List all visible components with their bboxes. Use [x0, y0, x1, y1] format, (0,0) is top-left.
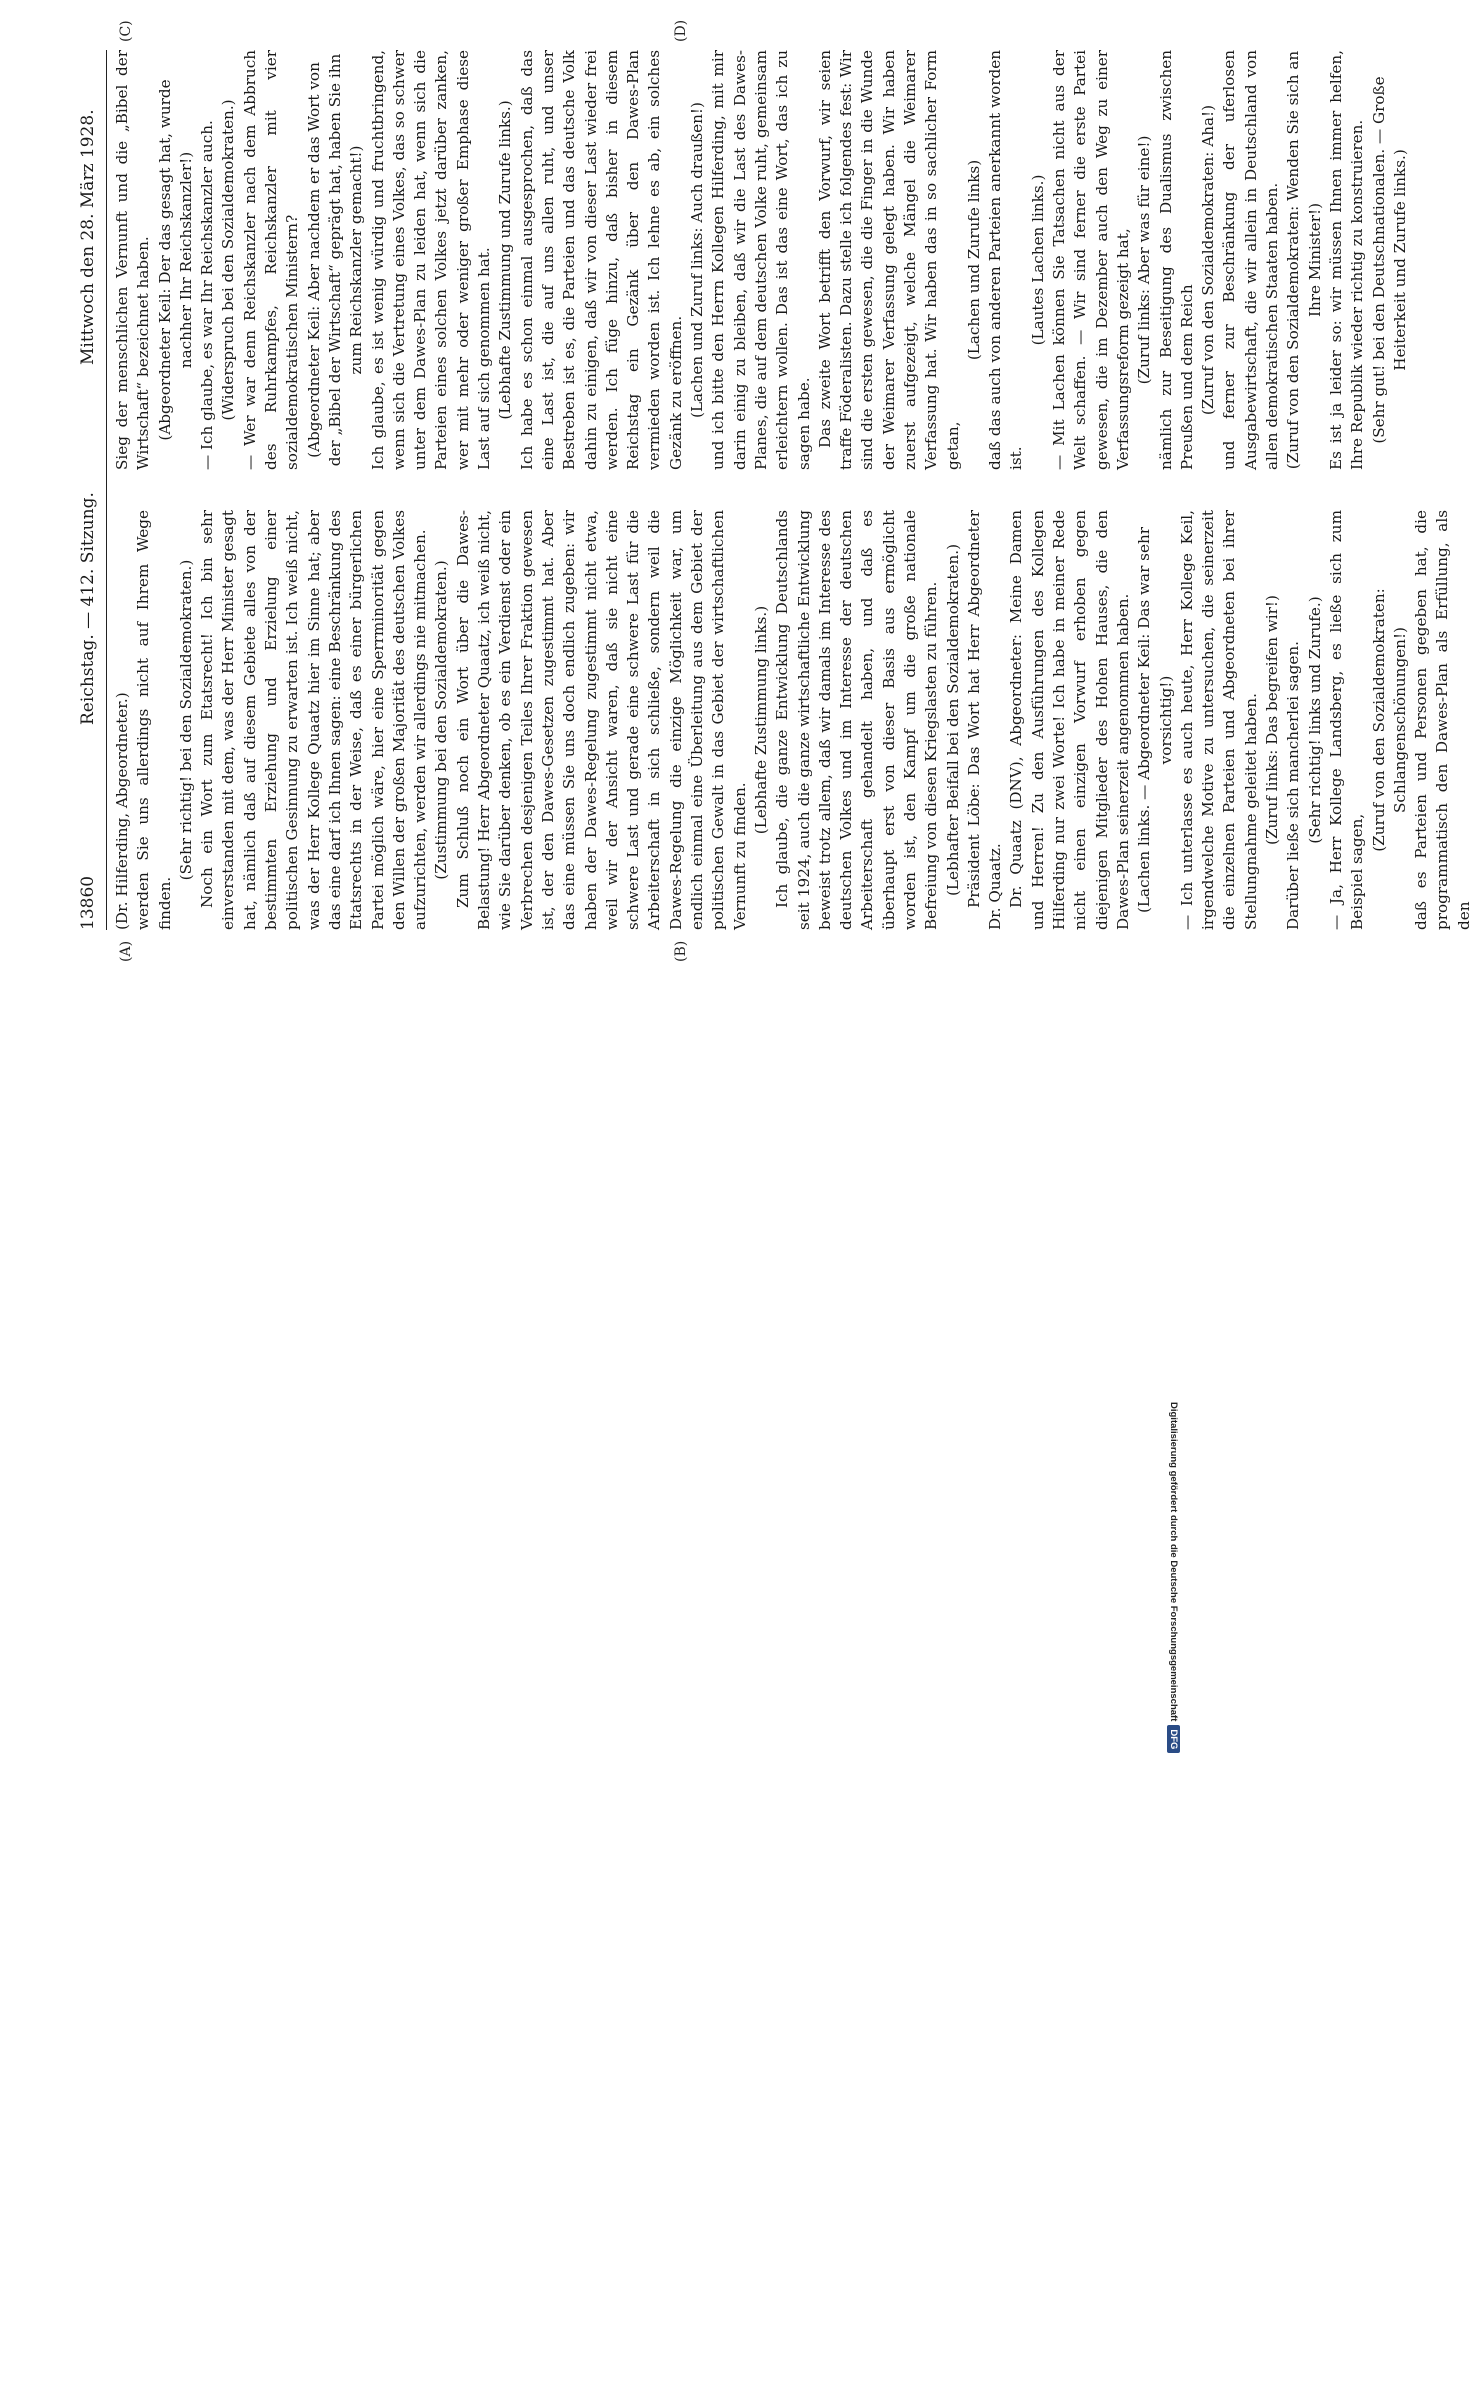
paragraph: und ferner zur Beschränkung der uferlosen Ausgabewirtschaft, die wir allein in Deutschland von allen demokratischen Staaten haben.	[1220, 50, 1282, 470]
paragraph: — Wer war denn Reichskanzler nach dem Abbruch des Ruhrkampfes, Reichskanzler mit vier sozialdemokratischen Ministern?	[240, 50, 302, 470]
paragraph: — Mit Lachen können Sie Tatsachen nicht aus der Welt schaffen. — Wir sind ferner die erste Partei gewesen, die im Dezember auch den Weg zu einer Verfassungsreform gezeigt hat,	[1050, 50, 1132, 470]
paragraph: Ich glaube, die ganze Entwicklung Deutschlands seit 1924, auch die ganze wirtschaftliche Entwicklung beweist trotz allem, daß wir damals im Interesse des deutschen Volkes und im Interesse der deutschen Arbeiterschaft gehandelt haben, und daß es überhaupt erst von dieser Basis aus ermöglicht worden ist, den Kampf um die große nationale Befreiung von diesen Kriegslasten zu führen.	[773, 510, 941, 930]
margin-mark-d: (D)	[673, 19, 689, 42]
interjection: (Zuruf links: Das begreifen wir!)	[1263, 595, 1282, 845]
paragraph: Noch ein Wort zum Etatsrecht! Ich bin sehr einverstanden mit dem, was der Herr Minister gesagt hat, nämlich daß auf diesem Gebiete alles von der bestimmten Erziehung und Erzielung einer politischen Gesinnung zu erwarten ist. Ich weiß nicht, was der Herr Kollege Quaatz hier im Sinne hat; aber das eine darf ich Ihnen sagen: eine Beschränkung des Etatsrechts in der Weise, daß es einer bürgerlichen Partei möglich wäre, hier eine Sperrminorität gegen den Willen der großen Majorität des deutschen Volkes aufzurichten, werden wir allerdings nie mitmachen.	[198, 510, 430, 930]
paragraph: nämlich zur Beseitigung des Dualismus zwischen Preußen und dem Reich	[1156, 50, 1196, 470]
interjection: (Abgeordneter Keil: Aber nachdem er das Wort von der „Bibel der Wirtschaft“ geprägt hat, haben Sie ihn zum Reichskanzler gemacht!)	[304, 53, 366, 467]
session-date: Mittwoch den 28. März 1928.	[78, 109, 98, 365]
document-page	[78, 19, 1473, 962]
paragraph: (Dr. Hilferding, Abgeordneter.)	[113, 692, 131, 930]
interjection: (Lebhafte Zustimmung links.)	[751, 605, 770, 835]
interjection: (Zuruf von den Sozialdemokraten: Aha!)	[1199, 104, 1218, 416]
interjection: (Sehr gut! bei den Deutschnationalen. — Große Heiterkeit und Zurufe links.)	[1369, 76, 1409, 444]
paragraph: und ich bitte den Herrn Kollegen Hilferding, mit mir darin einig zu bleiben, daß wir die Last des Dawes-Planes, die auf dem deutschen Volke ruht, gemeinsam erleichtern wollen. Das ist das eine Wort, das ich zu sagen habe.	[709, 50, 813, 470]
left-column	[112, 510, 1475, 930]
paragraph: Ich habe es schon einmal ausgesprochen, daß das eine Last ist, die auf uns allen ruht, und unser Bestreben ist es, die Parteien und das deutsche Volk dahin zu einigen, daß wir von dieser Last wieder frei werden. Ich füge hinzu, daß bisher in diesem Reichstag ein Gezänk über den Dawes-Plan vermieden worden ist. Ich lehne es ab, ein solches Gezänk zu eröffnen.	[517, 50, 685, 470]
paragraph: Ich glaube, es ist wenig würdig und fruchtbringend, wenn sich die Vertretung eines Volkes, das so schwer unter dem Dawes-Plan zu leiden hat, wenn sich die Parteien eines solchen Volkes jetzt darüber zanken, wer mit mehr oder weniger großer Emphase diese Last auf sich genommen hat.	[368, 50, 494, 470]
digitization-credit	[1167, 1402, 1180, 2382]
paragraph: Das zweite Wort betrifft den Vorwurf, wir seien traffe Föderalisten. Dazu stelle ich folgendes fest: Wir sind die ersten gewesen, die die Finger in die Wunde der Weimarer Verfassung gelegt haben. Wir haben zuerst aufgezeigt, welche Mängel die Weimarer Verfassung hat. Wir haben das in so sachlicher Form getan,	[815, 50, 962, 470]
paragraph: werden Sie uns allerdings nicht auf Ihrem Wege finden.	[134, 510, 174, 930]
paragraph: Darüber ließe sich mancherlei sagen.	[1284, 641, 1303, 930]
paragraph: Präsident Löbe: Das Wort hat Herr Abgeordneter Dr. Quaatz.	[964, 510, 1005, 930]
interjection: (Sehr richtig! links und Zurufe.)	[1305, 596, 1324, 844]
paragraph: — Ich unterlasse es auch heute, Herr Kollege Keil, irgendwelche Motive zu untersuchen, die seinerzeit die einzelnen Parteien und Abgeordneten bei ihrer Stellungnahme geleitet haben.	[1177, 510, 1260, 930]
paragraph: — Ich glaube, es war Ihr Reichskanzler auch.	[198, 120, 217, 470]
interjection: (Sehr richtig! bei den Sozialdemokraten.)	[176, 559, 195, 881]
interjection: (Abgeordneter Keil: Der das gesagt hat, wurde nachher Ihr Reichskanzler!)	[155, 79, 195, 441]
interjection: (Widerspruch bei den Sozialdemokraten.)	[219, 99, 238, 421]
paragraph: daß das auch von anderen Parteien anerkannt worden ist.	[986, 50, 1026, 470]
interjection: (Lebhafte Zustimmung und Zurufe links.)	[496, 100, 515, 420]
interjection: (Lautes Lachen links.)	[1028, 174, 1047, 346]
paragraph: daß es Parteien und Personen gegeben hat, die programmatisch den Dawes-Plan als Erfüllung, als den	[1412, 510, 1473, 930]
paragraph: Sieg der menschlichen Vernunft und die „Bibel der Wirtschaft“ bezeichnet haben.	[113, 50, 153, 470]
dfg-logo: DFG	[1167, 1725, 1180, 1753]
page-header	[78, 50, 104, 930]
margin-mark-b: (B)	[673, 940, 689, 962]
interjection: (Lebhafter Beifall bei den Sozialdemokraten.)	[943, 544, 962, 897]
header-rule	[106, 50, 107, 930]
paragraph: Dr. Quaatz (DNV), Abgeordneter: Meine Damen und Herren! Zu den Ausführungen des Kollegen Hilferding nur zwei Worte! Ich habe in meiner Rede nicht einen einzigen Vorwurf erhoben gegen diejenigen Mitglieder des Hohen Hauses, die den Dawes-Plan seinerzeit angenommen haben.	[1007, 510, 1132, 930]
paragraph: Zum Schluß noch ein Wort über die Dawes-Belastung! Herr Abgeordneter Quaatz, ich weiß nicht, wie Sie darüber denken, ob es ein Verdienst oder ein Verbrechen desjenigen Teiles Ihrer Fraktion gewesen ist, der den Dawes-Gesetzen zugestimmt hat. Aber das eine müssen Sie uns doch endlich zugeben: wir haben der Dawes-Regelung zugestimmt nicht etwa, weil wir der Ansicht waren, daß sie nicht eine schwere Last und gerade eine schwere Last für die Arbeiterschaft in sich schließe, sondern weil die Dawes-Regelung die einzige Möglichkeit war, um endlich einmal eine Überleitung aus dem Gebiet der politischen Gewalt in das Gebiet der wirtschaftlichen Vernunft zu finden.	[453, 510, 749, 930]
margin-mark-c: (C)	[118, 20, 134, 42]
credit-text: Digitalisierung gefördert durch die Deutsche Forschungsgemeinschaft	[1168, 1402, 1179, 1722]
interjection: (Lachen und Zurufe links)	[964, 159, 983, 361]
session-title: Reichstag. — 412. Sitzung.	[78, 492, 98, 725]
paragraph: Es ist ja leider so: wir müssen Ihnen immer helfen, Ihre Republik wieder richtig zu konstruieren.	[1326, 50, 1367, 470]
interjection: (Lachen und Zuruf links: Auch draußen!)	[688, 102, 707, 418]
interjection: (Zustimmung bei den Sozialdemokraten.)	[432, 560, 451, 880]
page-number: 13860	[78, 875, 98, 930]
paragraph: — Ja, Herr Kollege Landsberg, es ließe sich zum Beispiel sagen,	[1326, 510, 1367, 930]
interjection: (Zuruf von den Sozialdemokraten: Wenden Sie sich an Ihre Minister!)	[1284, 50, 1324, 470]
rotated-page	[0, 0, 1473, 1000]
right-column	[112, 50, 1411, 470]
interjection: (Zuruf links: Aber was für eine!)	[1135, 135, 1154, 385]
margin-mark-a: (A)	[118, 940, 134, 962]
interjection: (Zuruf von den Sozialdemokraten: Schlangenschönungen!)	[1369, 588, 1409, 852]
interjection: (Lachen links. — Abgeordneter Keil: Das war sehr vorsichtig!)	[1135, 527, 1175, 913]
